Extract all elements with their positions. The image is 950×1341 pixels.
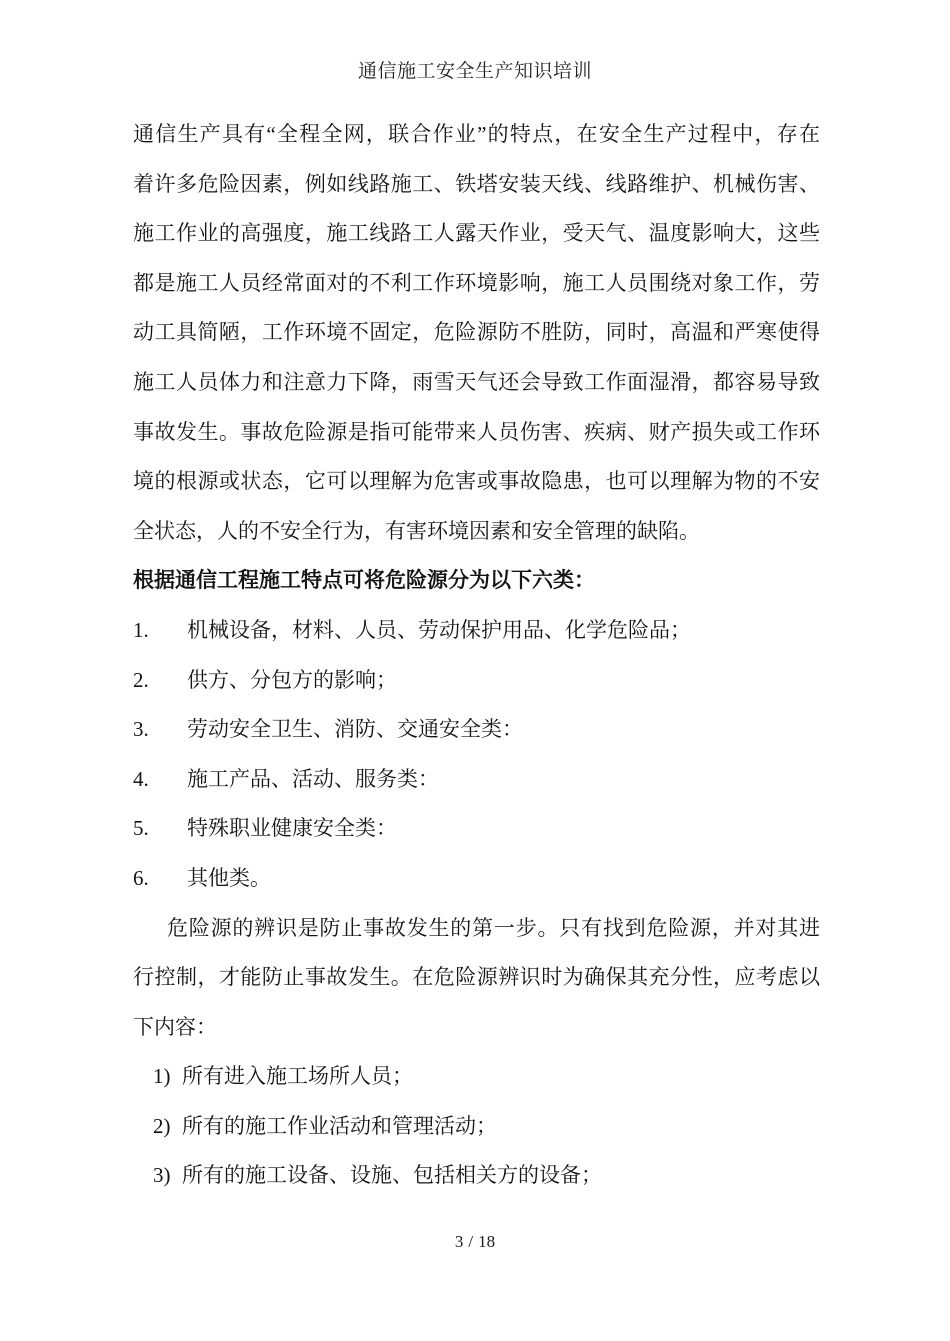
item-number: 5. bbox=[133, 816, 149, 841]
item-number: 3. bbox=[133, 717, 149, 742]
body-line: 都是施工人员经常面对的不利工作环境影响，施工人员围绕对象工作，劳 bbox=[133, 270, 820, 295]
item-number: 1. bbox=[133, 617, 149, 642]
item-text: 机械设备，材料、人员、劳动保护用品、化学危险品； bbox=[187, 617, 691, 642]
list-item bbox=[133, 854, 820, 904]
item-number: 3) bbox=[153, 1163, 171, 1188]
list-item bbox=[133, 804, 820, 854]
sub-list-item bbox=[133, 1052, 820, 1102]
numbered-list bbox=[133, 606, 820, 904]
page-header-title: 通信施工安全生产知识培训 bbox=[357, 61, 592, 82]
body-line: 下内容： bbox=[133, 1014, 217, 1039]
sub-list-item bbox=[133, 1102, 820, 1152]
page-number-current: 3 bbox=[454, 1232, 464, 1251]
list-item bbox=[133, 705, 820, 755]
body-line: 着许多危险因素，例如线路施工、铁塔安装天线、线路维护、机械伤害、 bbox=[133, 171, 820, 196]
body-line: 行控制，才能防止事故发生。在危险源辨识时为确保其充分性，应考虑以 bbox=[133, 965, 820, 990]
body-line: 通信生产具有“全程全网，联合作业”的特点，在安全生产过程中，存在 bbox=[133, 122, 820, 146]
page-number-separator: / bbox=[468, 1232, 474, 1251]
section-heading: 根据通信工程施工特点可将危险源分为以下六类： bbox=[133, 568, 595, 593]
sub-list bbox=[133, 1052, 820, 1201]
item-text: 所有进入施工场所人员； bbox=[182, 1064, 413, 1089]
list-item bbox=[133, 656, 820, 706]
item-number: 4. bbox=[133, 766, 149, 791]
paragraph-1 bbox=[133, 110, 820, 556]
list-item bbox=[133, 755, 820, 805]
item-number: 1) bbox=[153, 1064, 171, 1089]
body-line: 事故发生。事故危险源是指可能带来人员伤害、疾病、财产损失或工作环 bbox=[133, 419, 820, 444]
body-line: 境的根源或状态，它可以理解为危害或事故隐患，也可以理解为物的不安 bbox=[133, 469, 820, 494]
item-number: 6. bbox=[133, 865, 149, 890]
item-text: 供方、分包方的影响； bbox=[187, 667, 397, 692]
item-number: 2. bbox=[133, 667, 149, 692]
sub-list-item bbox=[133, 1151, 820, 1201]
page-number-total: 18 bbox=[478, 1232, 496, 1251]
item-text: 劳动安全卫生、消防、交通安全类： bbox=[187, 717, 523, 742]
body-line: 施工人员体力和注意力下降，雨雪天气还会导致工作面湿滑，都容易导致 bbox=[133, 369, 820, 394]
body-line: 施工作业的高强度，施工线路工人露天作业，受天气、温度影响大，这些 bbox=[133, 221, 820, 246]
body-line: 动工具简陋，工作环境不固定，危险源防不胜防，同时，高温和严寒使得 bbox=[133, 320, 820, 345]
body-line: 全状态，人的不安全行为，有害环境因素和安全管理的缺陷。 bbox=[133, 518, 700, 543]
item-text: 所有的施工作业活动和管理活动； bbox=[182, 1113, 497, 1138]
item-text: 其他类。 bbox=[187, 865, 271, 890]
item-text: 所有的施工设备、设施、包括相关方的设备； bbox=[182, 1163, 602, 1188]
item-number: 2) bbox=[153, 1113, 171, 1138]
list-item bbox=[133, 606, 820, 656]
body-line: 危险源的辨识是防止事故发生的第一步。只有找到危险源，并对其进 bbox=[167, 915, 820, 940]
page-footer bbox=[0, 1232, 950, 1252]
paragraph-2 bbox=[133, 904, 820, 1053]
item-text: 施工产品、活动、服务类： bbox=[187, 766, 439, 791]
item-text: 特殊职业健康安全类： bbox=[187, 816, 397, 841]
document-body bbox=[133, 110, 820, 1201]
